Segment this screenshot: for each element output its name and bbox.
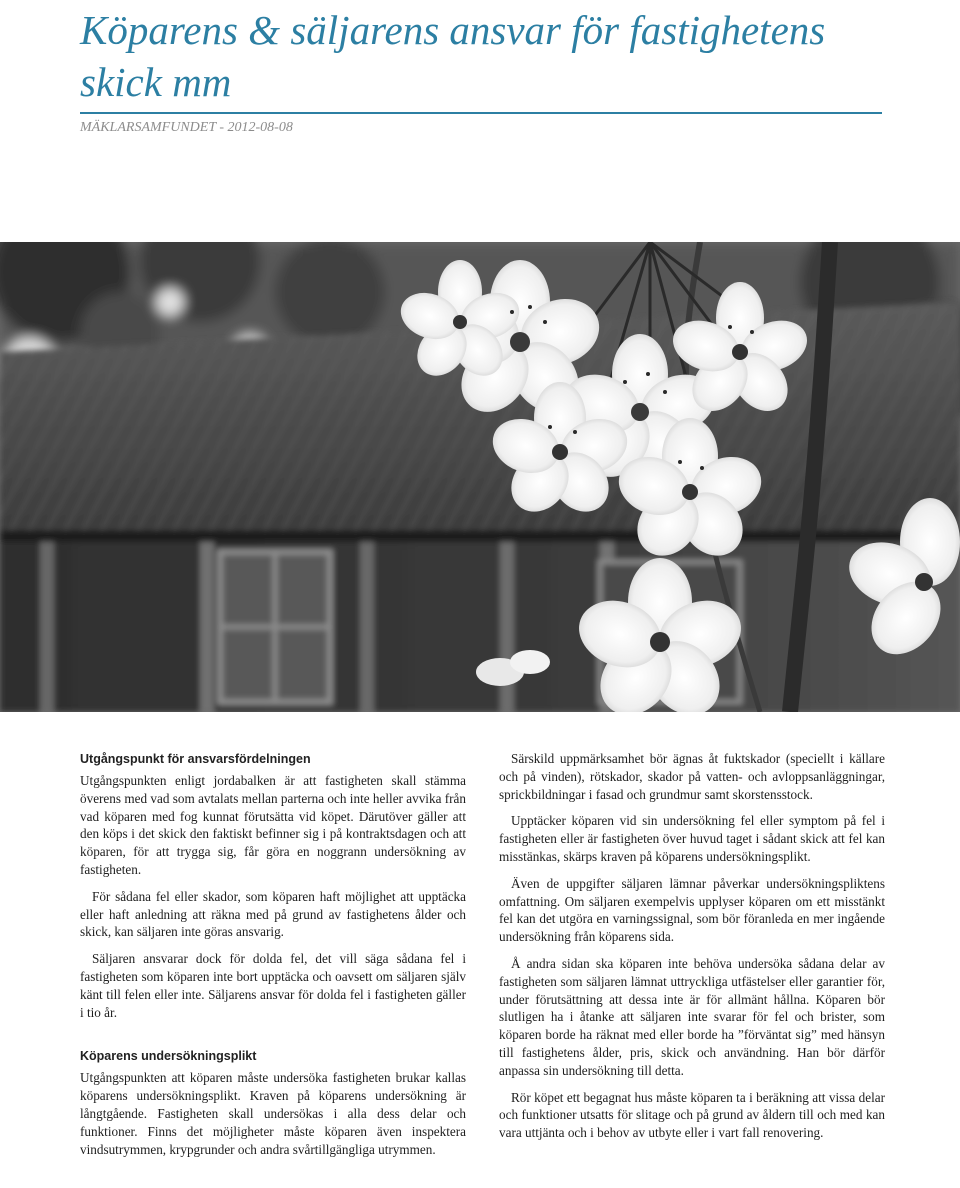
right-column: [499, 750, 885, 1151]
left-column: [80, 750, 466, 1167]
page-subtitle: MÄKLARSAMFUNDET - 2012-08-08: [80, 120, 293, 135]
paragraph: Upptäcker köparen vid sin undersökning fel eller symptom på fel i fastigheten eller är fastigheten över huvud taget i sådant skick att fel kan misstänkas, skärps kraven på köparens undersökningsplikt.: [499, 813, 885, 864]
paragraph: Å andra sidan ska köparen inte behöva undersöka sådana delar av fastigheten som säljaren lämnat uttryckliga utfästelser eller garantier för, under förutsättning att dessa inte är för allmänt hållna. Köparen bör slutligen ha i åtanke att säljaren inte svarar för fel och brister, som köparen borde ha räknat med eller borde ha ”förväntat sig” med hänsyn till fastighetens ålder, pris, skick och användning. Han bör därför anpassa sin undersökning till detta.: [499, 955, 885, 1078]
paragraph: Utgångspunkten enligt jordabalken är att fastigheten skall stämma överens med vad som avtalats mellan parterna och inte heller avvika från vad köparen med fog kunnat förutsätta vid köpet. Därutöver gäller att den köps i det skick den faktiskt befinner sig i på kontraktsdagen och att köparen, för att trygga sig, får göra en noggrann undersökning av fastigheten.: [80, 773, 466, 877]
section-heading-undersokningsplikt: Köparens undersökningsplikt: [80, 1049, 257, 1064]
paragraph: Även de uppgifter säljaren lämnar påverkar undersökningspliktens omfattning. Om säljaren exempelvis upplyser köparen om ett misstänkt fel kan det utgöra en varningssignal, som bör föranleda en mer ingående undersökning från köparens sida.: [499, 875, 885, 945]
title-rule: [80, 112, 882, 114]
paragraph: För sådana fel eller skador, som köparen haft möjlighet att upptäcka eller haft anledning att räkna med på grund av fastighetens ålder och skick, kan säljaren inte göras ansvarig.: [80, 888, 466, 940]
section-heading-ansvarsfordelning: Utgångspunkt för ansvarsfördelningen: [80, 752, 311, 766]
cherry-blossom-house-photo: [0, 242, 960, 712]
paragraph: Särskild uppmärksamhet bör ägnas åt fuktskador (speciellt i källare och på vinden), rötskador, skador på vatten- och avloppsanläggningar, sprickbildningar i fasad och grundmur samt skorstensstock.: [499, 751, 885, 802]
page-title: Köparens & säljarens ansvar för fastighetens skick mm: [80, 7, 826, 105]
paragraph: Rör köpet ett begagnat hus måste köparen ta i beräkning att vissa delar och funktioner utsatts för slitage och på grund av åldern till och med kan vara uttjänta och i behov av utbyte eller i vart fall renovering.: [499, 1089, 885, 1141]
paragraph: Utgångspunkten att köparen måste undersöka fastigheten brukar kallas köparens undersökningsplikt. Kraven på köparens undersökning är långtgående. Fastigheten skall undersökas i alla dess delar och funktioner. Finns det möjligheter måste köparen även inspektera vindsutrymmen, krypgrunder och andra svårtillgängliga utrymmen.: [80, 1070, 466, 1157]
paragraph: Säljaren ansvarar dock för dolda fel, det vill säga sådana fel i fastigheten som köparen inte bort upptäcka och oavsett om säljaren själv känt till felen eller inte. Säljarens ansvar för dolda fel i fastigheten gäller i tio år.: [80, 951, 466, 1020]
